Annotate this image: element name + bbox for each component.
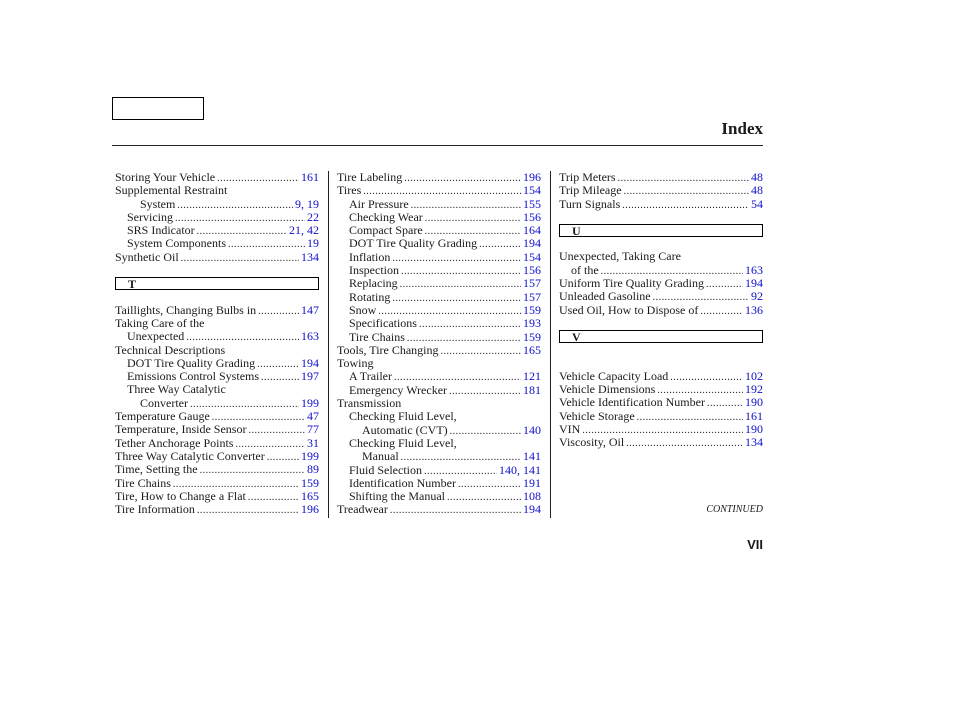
entry-label: Tools, Tire Changing [337, 342, 439, 357]
page-link[interactable]: 89 [307, 462, 319, 477]
dot-leader [700, 305, 743, 318]
index-entry [337, 344, 541, 357]
entry-label: Air Pressure [349, 196, 409, 211]
dot-leader [217, 172, 299, 185]
dot-leader [267, 451, 299, 464]
page-link[interactable]: 154 [523, 183, 541, 198]
index-entry [337, 237, 541, 250]
dot-leader [618, 172, 749, 185]
page-link[interactable]: 194 [301, 355, 319, 370]
entry-label: Shifting the Manual [349, 489, 445, 504]
entry-label: Temperature Gauge [115, 409, 210, 424]
entry-label: Tire Chains [115, 475, 171, 490]
dot-leader [258, 305, 299, 318]
section-letter-header: V [559, 330, 763, 343]
index-entry [337, 304, 541, 317]
page-link[interactable]: 140 [523, 422, 541, 437]
index-entry [337, 211, 541, 224]
entry-label: Fluid Selection [349, 462, 422, 477]
page-link[interactable]: 155 [523, 196, 541, 211]
page-link[interactable]: 92 [751, 289, 763, 304]
dot-leader [411, 199, 521, 212]
page-link[interactable]: 21, 42 [289, 223, 319, 238]
index-column-1 [115, 171, 319, 516]
entry-label: Used Oil, How to Dispose of [559, 302, 699, 317]
page-link[interactable]: 197 [301, 369, 319, 384]
page-link[interactable]: 156 [523, 263, 541, 278]
entry-label: Identification Number [349, 475, 456, 490]
page-number: VII [747, 537, 763, 552]
page-link[interactable]: 108 [523, 489, 541, 504]
entry-label: Vehicle Dimensions [559, 382, 656, 397]
index-entry [559, 436, 763, 449]
index-entry [337, 477, 541, 490]
index-entry [115, 237, 319, 250]
page-link[interactable]: 165 [301, 488, 319, 503]
page-link[interactable]: 154 [523, 249, 541, 264]
index-entry [559, 198, 763, 211]
page-link[interactable]: 191 [523, 475, 541, 490]
page-link[interactable]: 199 [301, 448, 319, 463]
index-entry [337, 251, 541, 264]
page-link[interactable]: 102 [745, 368, 763, 383]
page-link[interactable]: 163 [301, 329, 319, 344]
dot-leader [200, 464, 305, 477]
dot-leader [404, 172, 521, 185]
dot-leader [447, 491, 521, 504]
index-entry [337, 184, 541, 197]
index-entry [115, 251, 319, 264]
page-link[interactable]: 156 [523, 209, 541, 224]
entry-label: Vehicle Capacity Load [559, 368, 669, 383]
continued-note: CONTINUED [706, 504, 763, 515]
column-divider [550, 171, 551, 518]
dot-leader [458, 478, 521, 491]
dot-leader [248, 424, 305, 437]
index-entry [559, 423, 763, 436]
entry-label: Synthetic Oil [115, 249, 179, 264]
dot-leader [449, 385, 521, 398]
index-entry [559, 304, 763, 317]
dot-leader [197, 504, 299, 517]
entry-label: Checking Wear [349, 209, 423, 224]
page-link[interactable]: 9, 19 [295, 196, 319, 211]
index-entry [337, 277, 541, 290]
index-entry [115, 211, 319, 224]
index-entry [115, 370, 319, 383]
index-entry [337, 264, 541, 277]
dot-leader [248, 491, 299, 504]
page-link[interactable]: 193 [523, 316, 541, 331]
page-link[interactable]: 47 [307, 409, 319, 424]
index-entry [559, 290, 763, 303]
index-entry [115, 477, 319, 490]
entry-label: Time, Setting the [115, 462, 198, 477]
dot-leader [177, 199, 293, 212]
dot-leader [707, 397, 743, 410]
index-entry [115, 224, 319, 237]
entry-label: Emergency Wrecker [349, 382, 448, 397]
title-divider [112, 145, 763, 146]
section-letter-header: U [559, 224, 763, 237]
entry-label: System [140, 196, 176, 211]
entry-label: Converter [140, 395, 188, 410]
page-link[interactable]: 199 [301, 395, 319, 410]
index-heading: Checking Fluid Level, [349, 409, 457, 424]
entry-label: Three Way Catalytic Converter [115, 448, 265, 463]
page-link[interactable]: 159 [523, 329, 541, 344]
index-entry [559, 184, 763, 197]
page-link[interactable]: 181 [523, 382, 541, 397]
index-heading: Towing [337, 356, 374, 371]
index-entry [115, 304, 319, 317]
index-entry [115, 463, 319, 476]
dot-leader [450, 425, 521, 438]
page-link[interactable]: 159 [523, 302, 541, 317]
index-entry [115, 450, 319, 463]
page-link[interactable]: 19 [307, 236, 319, 251]
entry-label: Replacing [349, 276, 398, 291]
page-link[interactable]: 194 [523, 502, 541, 517]
entry-label: Automatic (CVT) [362, 422, 448, 437]
index-column-3 [559, 171, 763, 450]
index-entry [337, 450, 541, 463]
index-entry [337, 171, 541, 184]
entry-label: DOT Tire Quality Grading [349, 236, 478, 251]
entry-label: Tether Anchorage Points [115, 435, 234, 450]
page-link[interactable]: 140, 141 [499, 462, 541, 477]
dot-leader [419, 318, 521, 331]
page-link[interactable]: 157 [523, 289, 541, 304]
page-link[interactable]: 22 [307, 209, 319, 224]
entry-label: DOT Tire Quality Grading [127, 355, 256, 370]
page-link[interactable]: 196 [523, 170, 541, 184]
entry-label: Storing Your Vehicle [115, 170, 216, 184]
entry-label: Unexpected [127, 329, 185, 344]
entry-label: Viscosity, Oil [559, 435, 625, 450]
entry-label: Tire Chains [349, 329, 405, 344]
entry-label: Tire Labeling [337, 170, 403, 184]
entry-label: A Trailer [349, 369, 393, 384]
index-entry [115, 490, 319, 503]
page-link[interactable]: 54 [751, 196, 763, 211]
dot-leader [624, 185, 749, 198]
index-heading: Three Way Catalytic [127, 382, 226, 397]
entry-label: Trip Mileage [559, 183, 622, 198]
entry-label: Vehicle Identification Number [559, 395, 705, 410]
index-entry [115, 198, 319, 211]
page-link[interactable]: 164 [523, 223, 541, 238]
index-entry [337, 224, 541, 237]
index-entry [115, 397, 319, 410]
dot-leader [441, 345, 521, 358]
index-entry [337, 464, 541, 477]
entry-label: Compact Spare [349, 223, 423, 238]
dot-leader [637, 411, 743, 424]
index-entry [337, 384, 541, 397]
entry-label: Tire, How to Change a Flat [115, 488, 246, 503]
index-heading: Technical Descriptions [115, 342, 226, 357]
entry-label: Snow [349, 302, 377, 317]
entry-label: Rotating [349, 289, 391, 304]
entry-label: Taillights, Changing Bulbs in [115, 302, 257, 317]
entry-label: Trip Meters [559, 170, 616, 184]
page-link[interactable]: 136 [745, 302, 763, 317]
entry-label: Inflation [349, 249, 391, 264]
entry-label: Turn Signals [559, 196, 621, 211]
dot-leader [257, 358, 299, 371]
entry-label: Vehicle Storage [559, 408, 635, 423]
column-divider [328, 171, 329, 518]
spacer [559, 343, 763, 356]
spacer [559, 317, 763, 330]
dot-leader [479, 238, 521, 251]
section-letter-header: T [115, 277, 319, 290]
page-link[interactable]: 161 [301, 170, 319, 184]
dot-leader [392, 292, 521, 305]
index-entry [337, 331, 541, 344]
page-link[interactable]: 161 [745, 408, 763, 423]
page-link[interactable]: 194 [523, 236, 541, 251]
page-link[interactable]: 196 [301, 502, 319, 517]
index-column-2 [337, 171, 541, 517]
spacer [115, 264, 319, 277]
entry-label: Uniform Tire Quality Grading [559, 276, 704, 291]
index-entry [337, 424, 541, 437]
spacer [559, 211, 763, 224]
page-link[interactable]: 48 [751, 183, 763, 198]
entry-label: VIN [559, 422, 581, 437]
dot-leader [228, 238, 305, 251]
spacer [115, 290, 319, 303]
spacer [559, 237, 763, 250]
page-link[interactable]: 141 [523, 449, 541, 464]
page-link[interactable]: 147 [301, 302, 319, 317]
entry-label: Manual [362, 449, 399, 464]
page-link[interactable]: 190 [745, 395, 763, 410]
page-link[interactable]: 134 [745, 435, 763, 450]
entry-label: System Components [127, 236, 227, 251]
page-link[interactable]: 190 [745, 422, 763, 437]
entry-label: Tires [337, 183, 362, 198]
entry-label: Treadwear [337, 502, 388, 517]
index-entry [559, 396, 763, 409]
index-heading: Supplemental Restraint [115, 183, 228, 198]
index-heading: Transmission [337, 396, 402, 411]
page-link[interactable]: 77 [307, 422, 319, 437]
dot-leader [670, 371, 743, 384]
index-entry [559, 264, 763, 277]
page-link[interactable]: 163 [745, 262, 763, 277]
entry-label: SRS Indicator [127, 223, 195, 238]
nav-box [112, 97, 204, 120]
entry-label: Temperature, Inside Sensor [115, 422, 247, 437]
spacer [559, 357, 763, 370]
page-link[interactable]: 31 [307, 435, 319, 450]
index-entry [559, 410, 763, 423]
index-entry [115, 357, 319, 370]
page-link[interactable]: 165 [523, 342, 541, 357]
entry-label: of the [571, 262, 599, 277]
index-entry [337, 198, 541, 211]
entry-label: Inspection [349, 263, 399, 278]
page-link[interactable]: 194 [745, 276, 763, 291]
dot-leader [400, 278, 521, 291]
page-title: Index [721, 119, 763, 138]
page-link[interactable]: 121 [523, 369, 541, 384]
page-link[interactable]: 134 [301, 249, 319, 264]
index-entry [115, 423, 319, 436]
index-entry [337, 503, 541, 516]
dot-leader [425, 212, 521, 225]
dot-leader [622, 199, 749, 212]
dot-leader [626, 437, 743, 450]
index-entry [337, 370, 541, 383]
dot-leader [181, 252, 299, 265]
dot-leader [401, 265, 521, 278]
index-entry [115, 171, 319, 184]
index-heading: Checking Fluid Level, [349, 435, 457, 450]
index-entry [337, 317, 541, 330]
index-heading: Unexpected, Taking Care [559, 249, 681, 264]
entry-label: Specifications [349, 316, 417, 331]
page-link[interactable]: 48 [751, 170, 763, 184]
dot-leader [390, 504, 521, 517]
index-entry [115, 410, 319, 423]
index-entry [559, 383, 763, 396]
page-link[interactable]: 192 [745, 382, 763, 397]
index-entry [337, 490, 541, 503]
entry-label: Servicing [127, 209, 173, 224]
entry-label: Tire Information [115, 502, 195, 517]
dot-leader [706, 278, 743, 291]
page-link[interactable]: 157 [523, 276, 541, 291]
index-entry [559, 171, 763, 184]
index-entry [115, 437, 319, 450]
page-link[interactable]: 159 [301, 475, 319, 490]
index-entry [337, 291, 541, 304]
index-heading: Taking Care of the [115, 315, 205, 330]
index-entry [559, 370, 763, 383]
entry-label: Unleaded Gasoline [559, 289, 651, 304]
index-entry [559, 277, 763, 290]
index-entry [115, 503, 319, 516]
dot-leader [392, 252, 521, 265]
dot-leader [261, 371, 299, 384]
index-entry [115, 330, 319, 343]
entry-label: Emissions Control Systems [127, 369, 260, 384]
